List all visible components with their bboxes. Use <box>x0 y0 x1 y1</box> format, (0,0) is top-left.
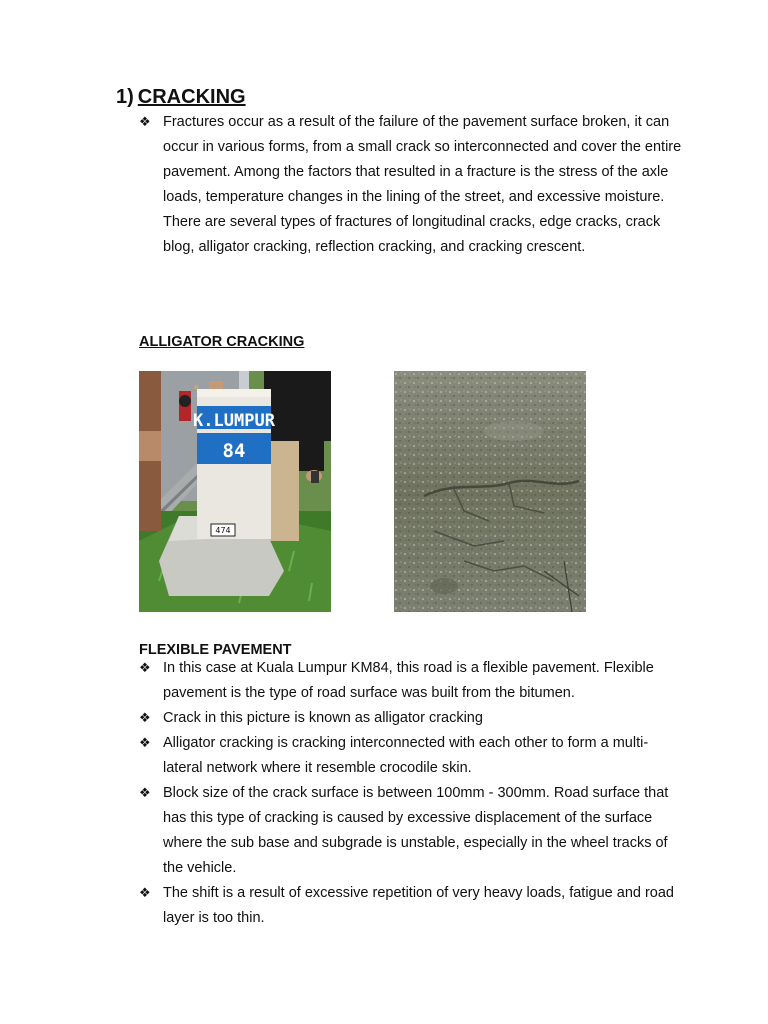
diamond-bullet-icon: ❖ <box>139 786 151 801</box>
section-title: CRACKING <box>137 86 246 108</box>
section-number: 1) <box>116 86 134 108</box>
section-heading <box>116 85 246 109</box>
intro-bullet-list <box>139 110 684 260</box>
list-item <box>139 656 684 706</box>
diamond-bullet-icon: ❖ <box>139 711 151 726</box>
milestone-plate-number: 474 <box>215 526 231 535</box>
diamond-bullet-icon: ❖ <box>139 661 151 676</box>
bullet-text: Alligator cracking is cracking interconnected with each other to form a multi-lateral network where it resemble crocodile skin. <box>163 735 649 776</box>
diamond-bullet-icon: ❖ <box>139 886 151 901</box>
milestone-sign-line1: K.LUMPUR <box>193 411 275 431</box>
flexible-bullet-list <box>139 656 684 931</box>
list-item <box>139 706 684 731</box>
list-item <box>139 731 684 781</box>
milestone-photo-drawing <box>139 371 331 612</box>
bullet-text: Crack in this picture is known as alligator cracking <box>163 710 483 726</box>
milestone-photo <box>139 371 331 612</box>
asphalt-crack-photo <box>394 371 586 612</box>
bullet-text: Block size of the crack surface is between 100mm - 300mm. Road surface that has this type of cracking is caused by excessive displacement of the surface where the sub base and subgrade is unstable, especially in the wheel tracks of the vehicle. <box>163 785 669 876</box>
diamond-bullet-icon: ❖ <box>139 115 151 130</box>
list-item <box>139 781 684 881</box>
intro-bullet <box>139 110 684 260</box>
list-item <box>139 881 684 931</box>
alligator-cracking-heading: ALLIGATOR CRACKING <box>139 334 305 350</box>
diamond-bullet-icon: ❖ <box>139 736 151 751</box>
milestone-sign-line2: 84 <box>222 440 246 462</box>
bullet-text: In this case at Kuala Lumpur KM84, this road is a flexible pavement. Flexible pavement is the type of road surface was built from the bitumen. <box>163 660 654 701</box>
intro-text: Fractures occur as a result of the failure of the pavement surface broken, it can occur in various forms, from a small crack so interconnected and cover the entire pavement. Among the factors that resulted in a fracture is the stress of the axle loads, temperature changes in the lining of the street, and excessive moisture. There are several types of fractures of longitudinal cracks, edge cracks, crack blog, alligator cracking, reflection cracking, and cracking crescent. <box>163 114 682 255</box>
bullet-text: The shift is a result of excessive repetition of very heavy loads, fatigue and road layer is too thin. <box>163 885 674 926</box>
asphalt-photo-drawing <box>394 371 586 612</box>
flexible-pavement-heading: FLEXIBLE PAVEMENT <box>139 642 292 658</box>
